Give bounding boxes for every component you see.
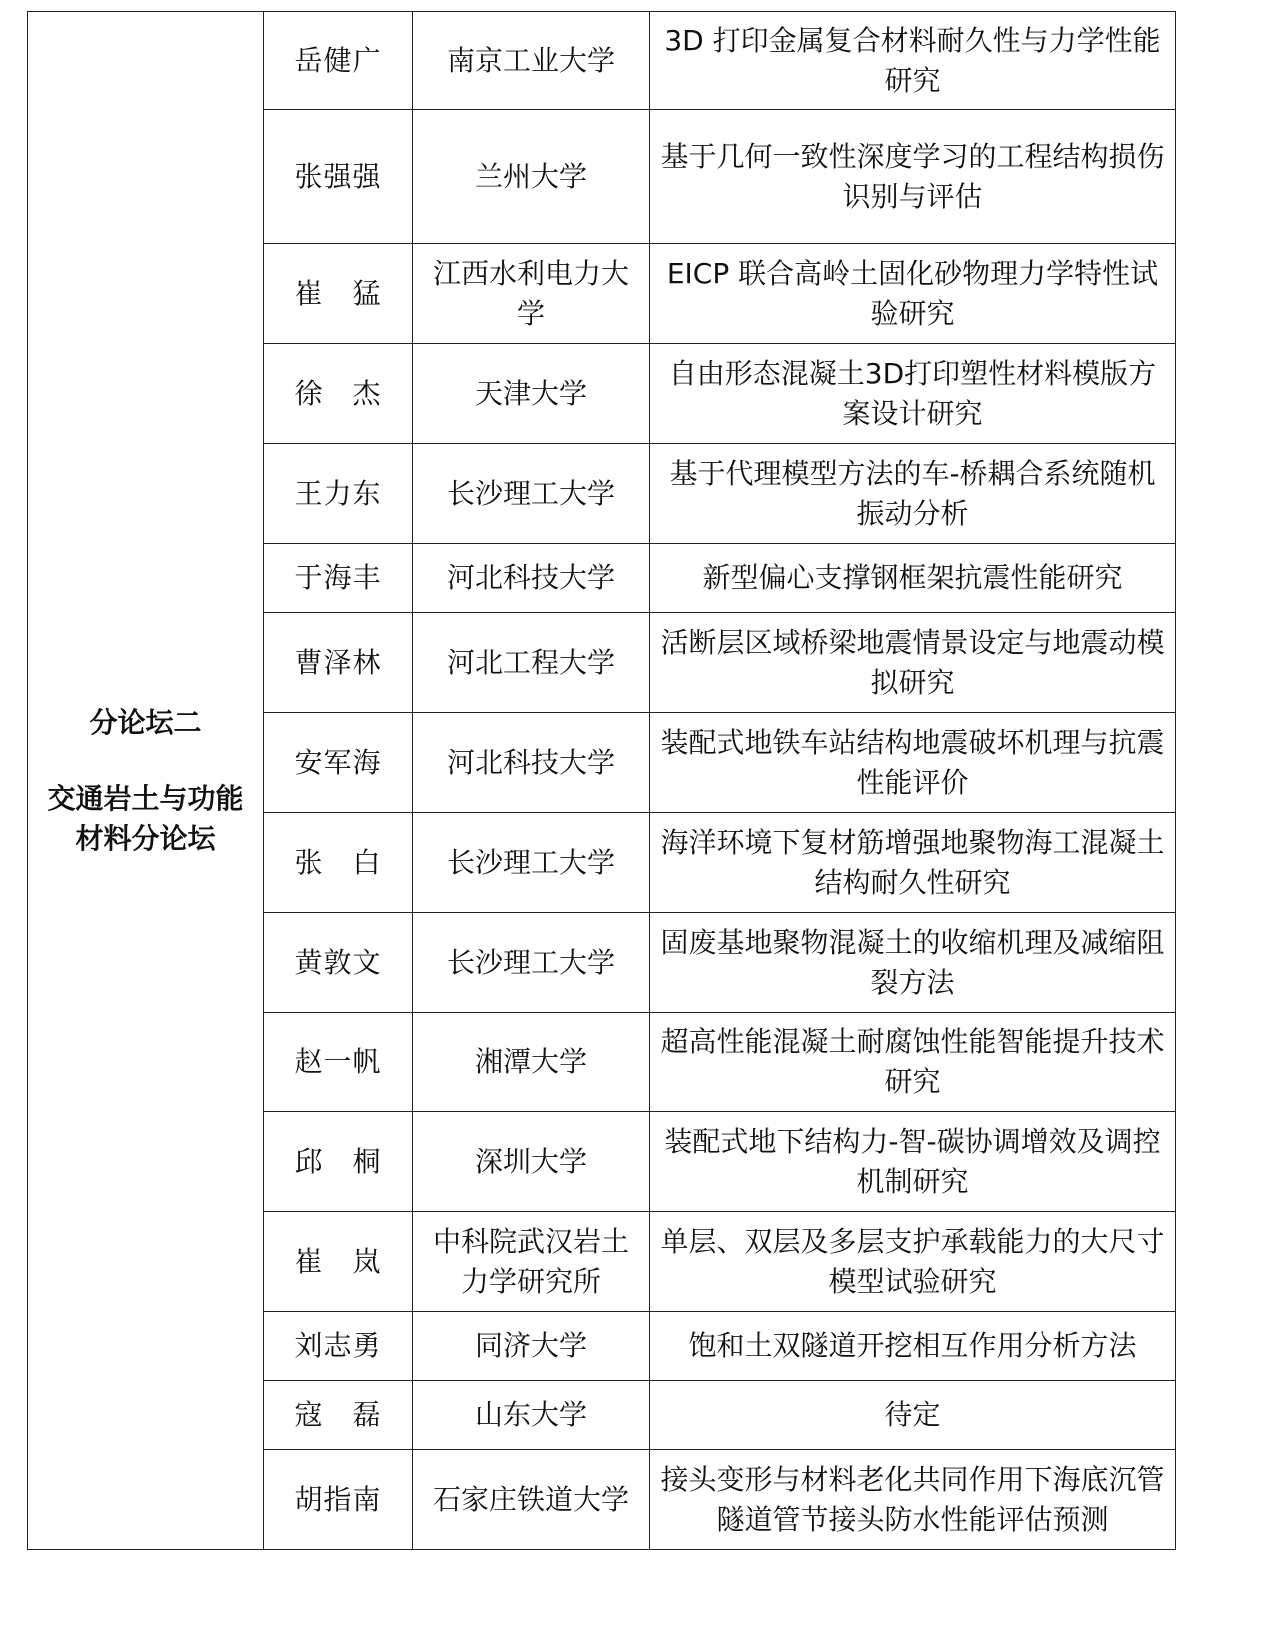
talk-topic: 基于代理模型方法的车-桥耦合系统随机振动分析 — [650, 444, 1176, 544]
speaker-name: 邱 桐 — [264, 1112, 413, 1212]
speaker-affiliation: 南京工业大学 — [413, 12, 650, 110]
speaker-affiliation: 山东大学 — [413, 1381, 650, 1450]
talk-topic: 活断层区域桥梁地震情景设定与地震动模拟研究 — [650, 613, 1176, 713]
speaker-name: 于海丰 — [264, 544, 413, 613]
talk-topic: 装配式地铁车站结构地震破坏机理与抗震性能评价 — [650, 713, 1176, 813]
forum-cell — [28, 12, 264, 1550]
speaker-name: 王力东 — [264, 444, 413, 544]
speaker-affiliation: 长沙理工大学 — [413, 444, 650, 544]
talk-topic: 装配式地下结构力-智-碳协调增效及调控机制研究 — [650, 1112, 1176, 1212]
talk-topic: 接头变形与材料老化共同作用下海底沉管隧道管节接头防水性能评估预测 — [650, 1450, 1176, 1550]
speaker-name: 崔 岚 — [264, 1212, 413, 1312]
speaker-name: 胡指南 — [264, 1450, 413, 1550]
speaker-affiliation: 石家庄铁道大学 — [413, 1450, 650, 1550]
talk-topic: 基于几何一致性深度学习的工程结构损伤识别与评估 — [650, 110, 1176, 244]
speaker-name: 徐 杰 — [264, 344, 413, 444]
speaker-name: 张 白 — [264, 813, 413, 913]
talk-topic: 自由形态混凝土3D打印塑性材料模版方案设计研究 — [650, 344, 1176, 444]
speaker-affiliation: 长沙理工大学 — [413, 813, 650, 913]
speaker-affiliation: 河北工程大学 — [413, 613, 650, 713]
speaker-affiliation: 兰州大学 — [413, 110, 650, 244]
speaker-name: 刘志勇 — [264, 1312, 413, 1381]
talk-topic: 固废基地聚物混凝土的收缩机理及减缩阻裂方法 — [650, 913, 1176, 1013]
speaker-affiliation: 长沙理工大学 — [413, 913, 650, 1013]
speaker-name: 赵一帆 — [264, 1013, 413, 1112]
talk-topic: 饱和土双隧道开挖相互作用分析方法 — [650, 1312, 1176, 1381]
speaker-affiliation: 湘潭大学 — [413, 1013, 650, 1112]
talk-topic: 单层、双层及多层支护承载能力的大尺寸模型试验研究 — [650, 1212, 1176, 1312]
speaker-name: 安军海 — [264, 713, 413, 813]
speaker-affiliation: 河北科技大学 — [413, 544, 650, 613]
speaker-affiliation: 深圳大学 — [413, 1112, 650, 1212]
speaker-affiliation: 天津大学 — [413, 344, 650, 444]
talk-topic: 3D 打印金属复合材料耐久性与力学性能研究 — [650, 12, 1176, 110]
speaker-name: 黄敦文 — [264, 913, 413, 1013]
talk-topic: 待定 — [650, 1381, 1176, 1450]
speaker-affiliation: 同济大学 — [413, 1312, 650, 1381]
talk-topic: 超高性能混凝土耐腐蚀性能智能提升技术研究 — [650, 1013, 1176, 1112]
talk-topic: 新型偏心支撑钢框架抗震性能研究 — [650, 544, 1176, 613]
speaker-name: 曹泽林 — [264, 613, 413, 713]
speaker-name: 寇 磊 — [264, 1381, 413, 1450]
speaker-affiliation: 河北科技大学 — [413, 713, 650, 813]
forum-title: 分论坛二 — [89, 705, 202, 739]
talk-topic: EICP 联合高岭土固化砂物理力学特性试验研究 — [650, 244, 1176, 344]
speaker-name: 岳健广 — [264, 12, 413, 110]
speaker-name: 张强强 — [264, 110, 413, 244]
speaker-affiliation: 江西水利电力大学 — [413, 244, 650, 344]
speaker-affiliation: 中科院武汉岩土力学研究所 — [413, 1212, 650, 1312]
forum-subtitle: 交通岩土与功能材料分论坛 — [47, 781, 244, 855]
talk-topic: 海洋环境下复材筋增强地聚物海工混凝土结构耐久性研究 — [650, 813, 1176, 913]
table-row — [28, 12, 1176, 110]
speaker-name: 崔 猛 — [264, 244, 413, 344]
schedule-table — [27, 11, 1176, 1550]
